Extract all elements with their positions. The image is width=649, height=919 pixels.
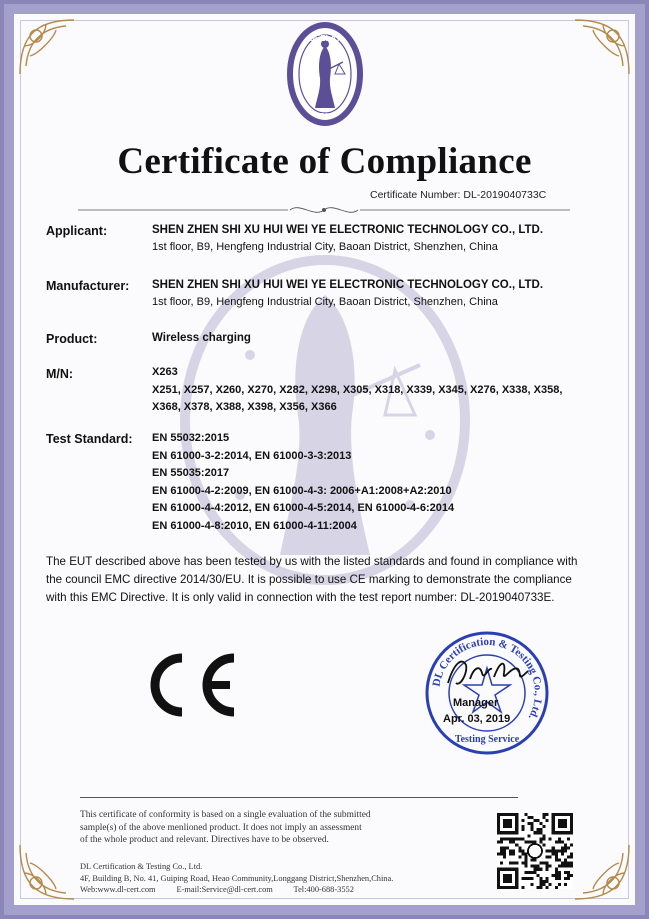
stamp-ring-text: DL Certification & Testing Co., Ltd. <box>430 635 545 722</box>
standard-line: EN 55032:2015 <box>152 432 230 444</box>
logo-top-text: DEELAY <box>309 34 341 43</box>
model-list <box>152 364 562 417</box>
signer-role: Manager <box>453 697 499 709</box>
corner-ornament-icon <box>571 16 633 78</box>
ce-mark-icon <box>136 652 238 718</box>
disclaimer-text <box>80 809 460 847</box>
applicant-label: Applicant: <box>46 224 108 238</box>
product-value <box>152 330 251 347</box>
justice-logo-icon <box>287 22 363 126</box>
sign-date: Apr. 03, 2019 <box>443 713 511 725</box>
disclaimer-line: of the whole product and relevant. Directives have to be observed. <box>80 835 329 845</box>
ornamental-divider <box>78 203 570 215</box>
signature <box>440 643 540 703</box>
footer-divider <box>80 797 518 798</box>
corner-ornament-icon <box>571 841 633 903</box>
product-label: Product: <box>46 332 98 346</box>
product-name: Wireless charging <box>152 332 251 344</box>
statement-line: with this EMC Directive. It is only valid in connection with the test report number: DL-2019040733E. <box>46 591 555 605</box>
manufacturer-label: Manufacturer: <box>46 279 130 293</box>
contact-web-email-tel: Web:www.dl-cert.com E-mail:Service@dl-cert.com Tel:400-688-3552 <box>80 885 354 894</box>
stamp-bottom-text: Testing Service <box>454 734 520 745</box>
model-line: X263 <box>152 366 178 378</box>
contact-address: 4F, Building B, No. 41, Guiping Road, Heao Community,Longgang District,Shenzhen,China. <box>80 873 394 883</box>
signature-text: Jade Lin <box>440 643 444 644</box>
certificate-number: Certificate Number: DL-2019040733C <box>370 189 547 201</box>
corner-ornament-icon <box>16 841 78 903</box>
logo-bottom-text: DL <box>319 112 331 121</box>
applicant-value <box>152 222 543 256</box>
qr-code-icon[interactable] <box>497 813 573 889</box>
disclaimer-line: This certificate of conformity is based on a single evaluation of the submitted <box>80 810 371 820</box>
contact-company: DL Certification & Testing Co., Ltd. <box>80 862 203 871</box>
test-standard-list <box>152 430 454 535</box>
corner-ornament-icon <box>16 16 78 78</box>
applicant-address: 1st floor, B9, Hengfeng Industrial City, Baoan District, Shenzhen, China <box>152 241 498 253</box>
applicant-name: SHEN ZHEN SHI XU HUI WEI YE ELECTRONIC TECHNOLOGY CO., LTD. <box>152 224 544 236</box>
model-line: X368, X378, X388, X398, X356, X366 <box>152 401 337 413</box>
model-label: M/N: <box>46 367 74 381</box>
standard-line: EN 55035:2017 <box>152 467 230 479</box>
contact-info <box>80 861 393 896</box>
standard-line: EN 61000-4-4:2012, EN 61000-4-5:2014, EN 61000-4-6:2014 <box>152 502 455 514</box>
disclaimer-line: sample(s) of the above menlioned product. It does not imply an assessment <box>80 822 362 833</box>
manufacturer-address: 1st floor, B9, Hengfeng Industrial City, Baoan District, Shenzhen, China <box>152 296 498 308</box>
statement-line: The EUT described above has been tested by us with the listed standards and found in compliance with <box>46 555 578 568</box>
page-title: Certificate of Compliance <box>117 141 532 182</box>
manufacturer-value <box>152 277 543 311</box>
standard-line: EN 61000-3-2:2014, EN 61000-3-3:2013 <box>152 449 352 462</box>
manufacturer-name: SHEN ZHEN SHI XU HUI WEI YE ELECTRONIC TECHNOLOGY CO., LTD. <box>152 279 544 291</box>
compliance-statement <box>46 553 606 608</box>
standard-line: EN 61000-4-2:2009, EN 61000-4-3: 2006+A1:2008+A2:2010 <box>152 484 452 497</box>
model-line: X251, X257, X260, X270, X282, X298, X305, X318, X339, X345, X276, X338, X358, <box>152 383 563 396</box>
statement-line: the council EMC directive 2014/30/EU. It is possible to use CE marking to demonstrate the compliance <box>46 573 572 587</box>
standard-line: EN 61000-4-8:2010, EN 61000-4-11:2004 <box>152 519 357 532</box>
test-standard-label: Test Standard: <box>46 432 133 446</box>
